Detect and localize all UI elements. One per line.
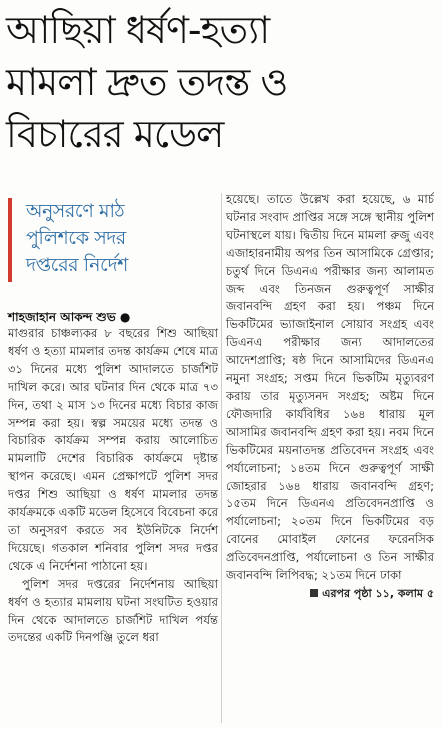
- byline: শাহজাহান আকন্দ শুভ ●: [8, 310, 131, 324]
- subheadline-line-3: দপ্তরের নির্দেশ: [26, 254, 128, 276]
- paragraph-1: মাগুরার চাঞ্চল্যকর ৮ বছরের শিশু আছিয়া ধর্ষণ ও হত্যা মামলার তদন্ত কার্যক্রম শেষে মাত্র ৩১ দিনের মধ্যে পুলিশ আদালতে চার্জশিট দাখিল করে। আর ঘটনার দিন থেকে মাত্র ৭৩ দিন, তথা ২ মাস ১৩ দিনের মধ্যে বিচার কাজ সম্পন্ন করা হয়। স্বল্প সময়ের মধ্যে তদন্ত ও বিচারিক কার্যক্রম সম্পন্ন করায় আলোচিত মামলাটি দেশের বিচারিক কার্যক্রমে দৃষ্টান্ত স্থাপন করেছে। এমন প্রেক্ষাপটে পুলিশ সদর দপ্তর শিশু আছিয়া ও ধর্ষণ মামলার তদন্ত কার্যক্রমকে একটি মডেল হিসেবে বিবেচনা করে তা অনুসরণ করতে সব ইউনিটকে নির্দেশ দিয়েছে। গতকাল শনিবার পুলিশ সদর দপ্তর থেকে এ নির্দেশনা পাঠানো হয়।: [8, 326, 218, 573]
- left-column: [8, 325, 218, 647]
- paragraph-2: পুলিশ সদর দপ্তরের নির্দেশনায় আছিয়া ধর্ষণ ও হত্যার মামলায় ঘটনা সংঘটিত হওয়ার দিন থেকে আদালতে চার্জশিট দাখিল পর্যন্ত তদন্তের একটি দিনপঞ্জি তুলে ধরা: [8, 576, 218, 645]
- headline: [6, 4, 436, 160]
- subheadline: [26, 198, 218, 279]
- subheadline-line-1: অনুসরণে মাঠ: [26, 200, 125, 222]
- headline-line-1: আছিয়া ধর্ষণ-হত্যা: [6, 8, 270, 52]
- paragraph-3: হয়েছে। তাতে উল্লেখ করা হয়েছে, ৬ মার্চ ঘটনার সংবাদ প্রাপ্তির সঙ্গে সঙ্গে স্থানীয় পুলিশ ঘটনাস্থলে যায়। দ্বিতীয় দিনে মামলা রুজু এবং এজাহারনামীয় অপর তিন আসামিকে গ্রেপ্তার; চতুর্থ দিনে ডিএনএ পরীক্ষার জন্য আলামত জব্দ এবং তিনজন গুরুত্বপূর্ণ সাক্ষীর জবানবন্দি গ্রহণ করা হয়। পঞ্চম দিনে ভিকটিমের ভ্যাজাইনাল সোয়াব সংগ্রহ এবং ডিএনএ পরীক্ষার জন্য আদালতের আদেশপ্রাপ্তি; ষষ্ঠ দিনে আসামিদের ডিএনএ নমুনা সংগ্রহ; সপ্তম দিনে ভিকটিম মৃত্যুবরণ করায় তার মৃত্যুসনদ সংগ্রহ; অষ্টম দিনে ফৌজদারি কার্যবিধির ১৬৪ ধারায় মূল আসামির জবানবন্দি গ্রহণ করা হয়। নবম দিনে ভিকটিমের ময়নাতদন্ত প্রতিবেদন সংগ্রহ এবং পর্যালোচনা; ১৪তম দিনে গুরুত্বপূর্ণ সাক্ষী জোহরার ১৬৪ ধারায় জবানবন্দি গ্রহণ; ১৫তম দিনে ডিএনএ প্রতিবেদনপ্রাপ্তি ও পর্যালোচনা; ২০তম দিনে ভিকটিমের বড় বোনের মোবাইল ফোনের ফরেনসিক প্রতিবেদনপ্রাপ্তি, পর্যালোচনা ও তিন সাক্ষীর জবানবন্দি লিপিবদ্ধ; ২১তম দিনে ঢাকা: [226, 192, 434, 583]
- headline-line-2: মামলা দ্রুত তদন্ত ও: [6, 60, 288, 104]
- column-divider: [221, 193, 222, 723]
- right-column: [226, 191, 434, 603]
- continued-on-text: এরপর পৃষ্ঠা ১১, কলাম ৫: [322, 586, 434, 600]
- subheadline-line-2: পুলিশকে সদর: [26, 227, 126, 249]
- continued-on: [226, 585, 434, 603]
- headline-line-3: বিচারের মডেল: [6, 112, 224, 156]
- subheadline-box: [8, 198, 218, 282]
- square-bullet-icon: [310, 589, 318, 597]
